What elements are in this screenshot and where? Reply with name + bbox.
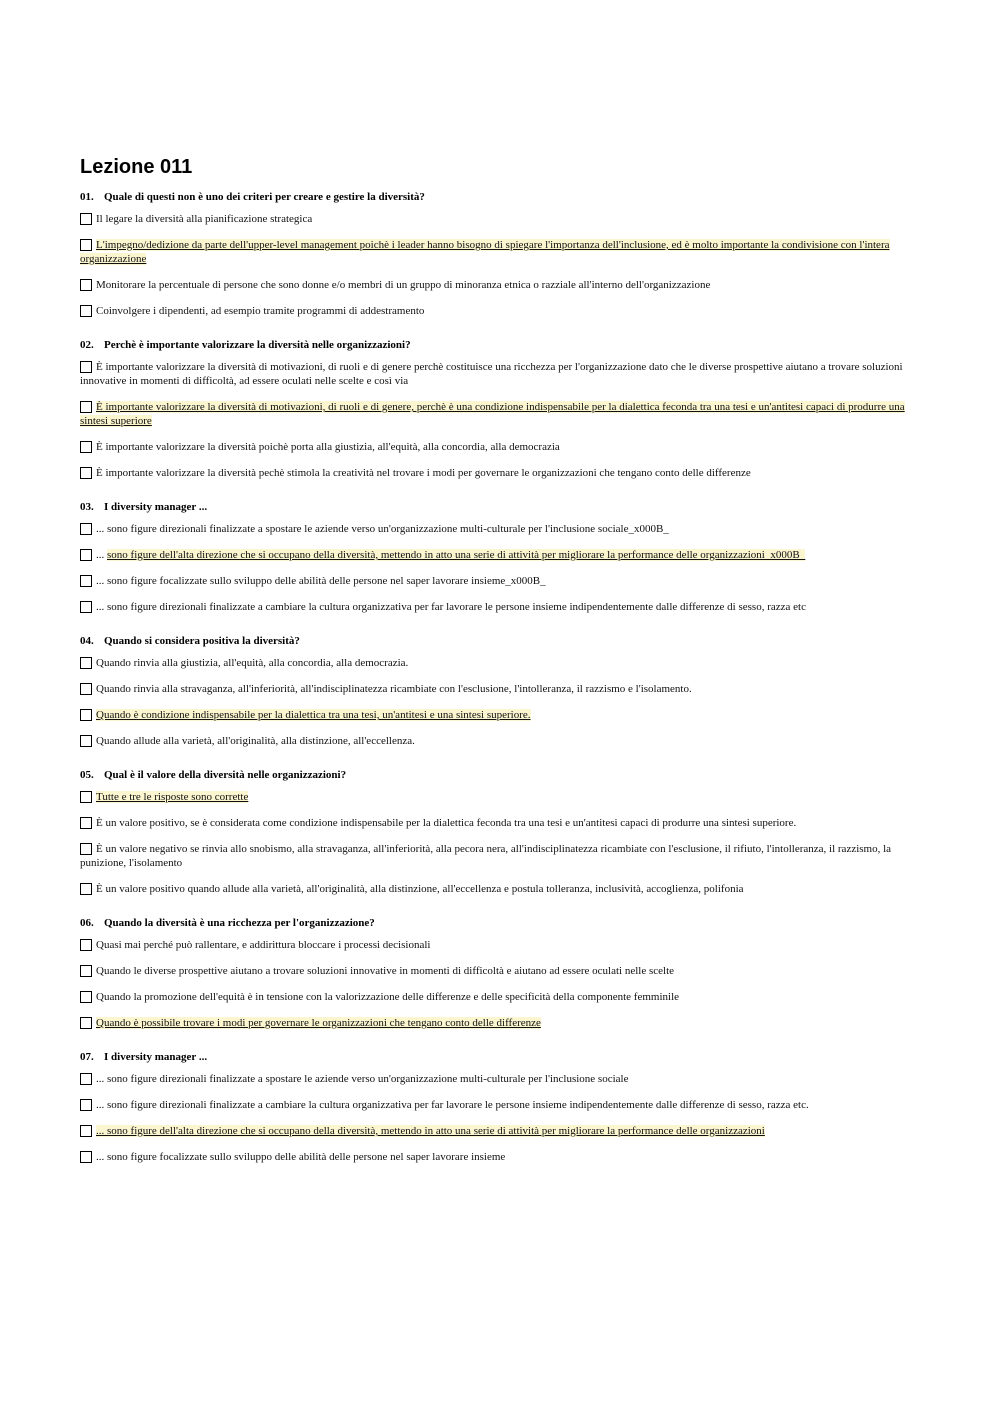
- question-block: [80, 338, 920, 480]
- answer-checkbox[interactable]: [80, 965, 92, 977]
- answer-option-correct: [80, 400, 920, 428]
- answer-checkbox[interactable]: [80, 991, 92, 1003]
- answer-text: È un valore negativo se rinvia allo snobismo, alla stravaganza, all'inferiorità, alla pecora nera, all'indisciplinatezza ricambiate con l'esclusione, il rifiuto, l'intolleranza, il razzismo, la punizione, l'isolamento: [80, 843, 892, 869]
- answer-checkbox[interactable]: [80, 549, 92, 561]
- answer-option: [80, 682, 920, 696]
- question-block: [80, 634, 920, 748]
- answer-checkbox[interactable]: [80, 709, 92, 721]
- answer-checkbox[interactable]: [80, 523, 92, 535]
- answer-text: Quasi mai perché può rallentare, e addirittura bloccare i processi decisionali: [96, 939, 431, 951]
- answer-text: ... sono figure focalizzate sullo sviluppo delle abilità delle persone nel saper lavorare insieme_x000B_: [96, 575, 546, 587]
- question-block: [80, 768, 920, 896]
- answer-checkbox[interactable]: [80, 467, 92, 479]
- question-number: 01.: [80, 191, 94, 203]
- answer-option: [80, 990, 920, 1004]
- answer-checkbox[interactable]: [80, 1017, 92, 1029]
- answer-text: Quando è possibile trovare i modi per governare le organizzazioni che tengano conto delle differenze: [96, 1017, 541, 1029]
- answer-option: [80, 212, 920, 226]
- answer-option: [80, 360, 920, 388]
- answer-checkbox[interactable]: [80, 843, 92, 855]
- question-text: Quale di questi non è uno dei criteri per creare e gestire la diversità?: [104, 191, 425, 203]
- answer-text: ... sono figure focalizzate sullo sviluppo delle abilità delle persone nel saper lavorare insieme: [96, 1151, 506, 1163]
- answer-text: È importante valorizzare la diversità poichè porta alla giustizia, all'equità, alla concordia, alla democrazia: [96, 441, 560, 453]
- answer-option: [80, 1072, 920, 1086]
- answer-text: Quando è condizione indispensabile per la dialettica tra una tesi, un'antitesi e una sintesi superiore.: [96, 709, 531, 721]
- answer-option-correct: [80, 1124, 920, 1138]
- question-text: Perchè è importante valorizzare la diversità nelle organizzazioni?: [104, 339, 411, 351]
- answer-option-correct: [80, 238, 920, 266]
- answer-text: Quando rinvia alla stravaganza, all'inferiorità, all'indisciplinatezza ricambiate con l'esclusione, l'intolleranza, il razzismo e l'isolamento.: [96, 683, 692, 695]
- answer-checkbox[interactable]: [80, 657, 92, 669]
- question-number: 04.: [80, 635, 94, 647]
- answer-checkbox[interactable]: [80, 601, 92, 613]
- question-list: [80, 190, 920, 1164]
- question-text: Quando la diversità è una ricchezza per l'organizzazione?: [104, 917, 375, 929]
- answer-option-correct: [80, 790, 920, 804]
- answer-option: [80, 816, 920, 830]
- question-text: I diversity manager ...: [104, 1051, 208, 1063]
- answer-checkbox[interactable]: [80, 239, 92, 251]
- answer-option: [80, 278, 920, 292]
- answer-option: [80, 1098, 920, 1112]
- answer-text: È un valore positivo quando allude alla varietà, all'originalità, alla distinzione, all'eccellenza e postula tolleranza, inclusività, accoglienza, polifonia: [96, 883, 744, 895]
- question-heading: [80, 634, 920, 648]
- question-text: I diversity manager ...: [104, 501, 208, 513]
- answer-option: [80, 574, 920, 588]
- answer-option: [80, 882, 920, 896]
- answer-text: Quando le diverse prospettive aiutano a trovare soluzioni innovative in momenti di difficoltà e aiutano ad essere oculati nelle scelte: [96, 965, 675, 977]
- answer-option: [80, 964, 920, 978]
- answer-checkbox[interactable]: [80, 1125, 92, 1137]
- question-heading: [80, 1050, 920, 1064]
- answer-checkbox[interactable]: [80, 683, 92, 695]
- answer-checkbox[interactable]: [80, 817, 92, 829]
- answer-checkbox[interactable]: [80, 939, 92, 951]
- answer-option: [80, 1150, 920, 1164]
- answer-text: È importante valorizzare la diversità di motivazioni, di ruoli e di genere, perchè è una condizione indispensabile per la dialettica feconda tra una tesi e un'antitesi capaci di produrre una sintesi superiore: [80, 401, 905, 427]
- answer-text: Coinvolgere i dipendenti, ad esempio tramite programmi di addestramento: [96, 305, 425, 317]
- answer-text: ... sono figure direzionali finalizzate a cambiare la cultura organizzativa per far lavorare le persone insieme indipendentemente dalle differenze di sesso, razza etc.: [96, 1099, 809, 1111]
- answer-option-correct: [80, 1016, 920, 1030]
- answer-text: sono figure dell'alta direzione che si occupano della diversità, mettendo in atto una serie di attività per migliorare la performance delle organizzazioni_x000B_: [107, 549, 806, 561]
- question-number: 03.: [80, 501, 94, 513]
- answer-option: [80, 842, 920, 870]
- answer-checkbox[interactable]: [80, 1151, 92, 1163]
- answer-text: Il legare la diversità alla pianificazione strategica: [96, 213, 313, 225]
- answer-text: ... sono figure dell'alta direzione che si occupano della diversità, mettendo in atto una serie di attività per migliorare la performance delle organizzazioni: [96, 1125, 765, 1137]
- question-heading: [80, 500, 920, 514]
- question-heading: [80, 338, 920, 352]
- question-heading: [80, 916, 920, 930]
- answer-text: ... sono figure direzionali finalizzate a spostare le aziende verso un'organizzazione multi-culturale per l'inclusione sociale_x000B_: [96, 523, 669, 535]
- answer-checkbox[interactable]: [80, 791, 92, 803]
- question-heading: [80, 190, 920, 204]
- question-number: 07.: [80, 1051, 94, 1063]
- answer-option: [80, 466, 920, 480]
- quiz-page: [80, 154, 920, 1184]
- answer-option: [80, 304, 920, 318]
- answer-checkbox[interactable]: [80, 1099, 92, 1111]
- answer-option: [80, 734, 920, 748]
- answer-option: [80, 656, 920, 670]
- answer-text: Tutte e tre le risposte sono corrette: [96, 791, 249, 803]
- answer-text: È importante valorizzare la diversità pechè stimola la creatività nel trovare i modi per governare le organizzazioni che tengano conto delle differenze: [96, 467, 751, 479]
- question-heading: [80, 768, 920, 782]
- answer-checkbox[interactable]: [80, 883, 92, 895]
- answer-text: Quando rinvia alla giustizia, all'equità, alla concordia, alla democrazia.: [96, 657, 409, 669]
- answer-checkbox[interactable]: [80, 735, 92, 747]
- answer-checkbox[interactable]: [80, 361, 92, 373]
- answer-checkbox[interactable]: [80, 1073, 92, 1085]
- answer-option-correct: [80, 548, 920, 562]
- answer-text: Quando allude alla varietà, all'originalità, alla distinzione, all'eccellenza.: [96, 735, 415, 747]
- question-number: 05.: [80, 769, 94, 781]
- answer-text: Quando la promozione dell'equità è in tensione con la valorizzazione delle differenze e delle specificità della componente femminile: [96, 991, 680, 1003]
- answer-checkbox[interactable]: [80, 575, 92, 587]
- answer-text: L'impegno/dedizione da parte dell'upper-level management poichè i leader hanno bisogno di spiegare l'importanza dell'inclusione, ed è molto importante la condivisione con l'intera organizzazione: [80, 239, 890, 265]
- answer-option: [80, 440, 920, 454]
- answer-text: ... sono figure direzionali finalizzate a cambiare la cultura organizzativa per far lavorare le persone insieme indipendentemente dalle differenze di sesso, razza etc: [96, 601, 806, 613]
- answer-text: È importante valorizzare la diversità di motivazioni, di ruoli e di genere perchè costituisce una ricchezza per l'organizzazione dato che le diverse prospettive aiutano a trovare soluzioni innovative in momenti di difficoltà, ad essere oculati nelle scelte e così via: [80, 361, 903, 387]
- answer-option-correct: [80, 708, 920, 722]
- answer-checkbox[interactable]: [80, 213, 92, 225]
- answer-text: È un valore positivo, se è considerata come condizione indispensabile per la dialettica feconda tra una tesi e un'antitesi capaci di produrre una sintesi superiore.: [96, 817, 797, 829]
- question-block: [80, 500, 920, 614]
- answer-checkbox[interactable]: [80, 279, 92, 291]
- answer-checkbox[interactable]: [80, 441, 92, 453]
- question-block: [80, 1050, 920, 1164]
- answer-text: ... sono figure direzionali finalizzate a spostare le aziende verso un'organizzazione multi-culturale per l'inclusione sociale: [96, 1073, 629, 1085]
- question-block: [80, 190, 920, 318]
- answer-prefix: ...: [96, 549, 107, 561]
- answer-text: Monitorare la percentuale di persone che sono donne e/o membri di un gruppo di minoranza etnica o razziale all'interno dell'organizzazione: [96, 279, 711, 291]
- answer-checkbox[interactable]: [80, 305, 92, 317]
- question-text: Qual è il valore della diversità nelle organizzazioni?: [104, 769, 347, 781]
- page-title: Lezione 011: [80, 156, 193, 178]
- question-number: 02.: [80, 339, 94, 351]
- answer-option: [80, 600, 920, 614]
- question-number: 06.: [80, 917, 94, 929]
- answer-option: [80, 522, 920, 536]
- question-text: Quando si considera positiva la diversità?: [104, 635, 300, 647]
- question-block: [80, 916, 920, 1030]
- answer-checkbox[interactable]: [80, 401, 92, 413]
- answer-option: [80, 938, 920, 952]
